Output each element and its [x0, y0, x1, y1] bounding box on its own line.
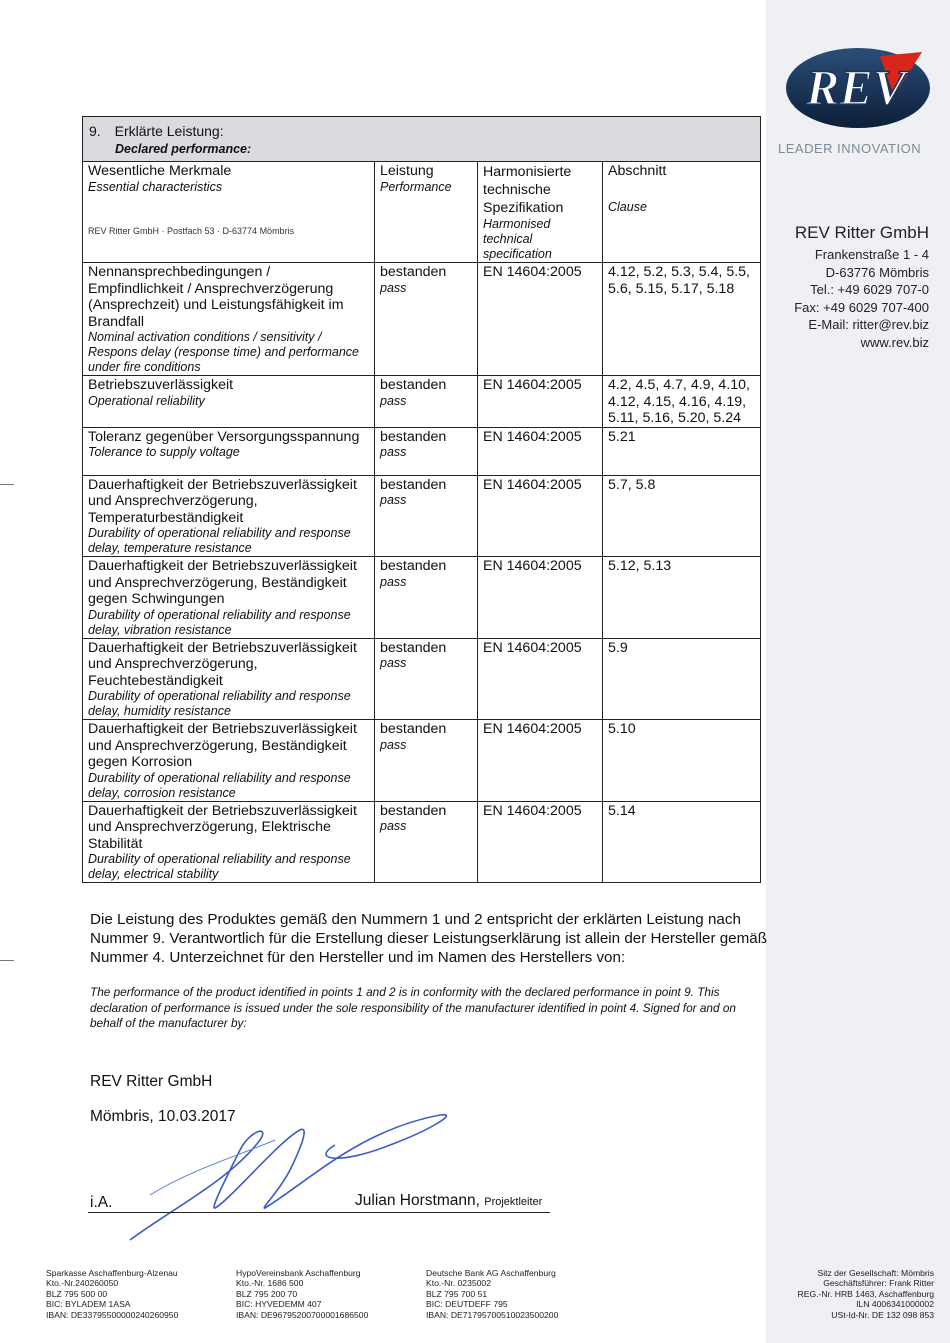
- characteristic-cell: [83, 638, 375, 720]
- spec-cell: [478, 427, 603, 475]
- characteristic-en: Operational reliability: [88, 393, 205, 408]
- footer-bank-2: [236, 1268, 368, 1320]
- characteristic-de: Dauerhaftigkeit der Betriebszuverlässigkeit und Ansprechverzögerung, Feuchtebeständigkeit: [88, 639, 357, 689]
- footer-line: Sparkasse Aschaffenburg-Alzenau: [46, 1268, 178, 1278]
- performance-value-en: pass: [380, 280, 407, 295]
- performance-value: bestanden: [380, 428, 447, 445]
- table-row: [83, 720, 761, 802]
- characteristic-de: Betriebszuverlässigkeit: [88, 377, 234, 393]
- footer-line: HypoVereinsbank Aschaffenburg: [236, 1268, 361, 1278]
- spec-value: EN 14604:2005: [483, 639, 582, 656]
- spec-cell: [478, 475, 603, 557]
- rev-logo: [782, 42, 932, 134]
- performance-value: bestanden: [380, 264, 447, 280]
- performance-cell: [375, 801, 478, 883]
- header-label-en: Clause: [608, 199, 647, 214]
- address-line: Frankenstraße 1 - 4: [814, 247, 929, 262]
- table-row: [83, 263, 761, 376]
- footer-line: Deutsche Bank AG Aschaffenburg: [426, 1268, 556, 1278]
- clause-value: 5.14: [608, 802, 636, 819]
- characteristic-de: Dauerhaftigkeit der Betriebszuverlässigkeit und Ansprechverzögerung, Beständigkeit gegen Schwingungen: [88, 558, 357, 607]
- characteristic-en: Durability of operational reliability and response delay, temperature resistance: [88, 526, 351, 555]
- spec-value: EN 14604:2005: [483, 802, 582, 819]
- characteristic-de: Toleranz gegenüber Versorgungsspannung: [88, 428, 360, 445]
- footer-line: USt-Id-Nr. DE 132 098 853: [831, 1309, 934, 1320]
- svg-text:REV: REV: [805, 59, 907, 115]
- characteristic-en: Durability of operational reliability and response delay, electrical stability: [88, 852, 351, 881]
- header-characteristics: [83, 162, 375, 263]
- footer-line: BLZ 795 700 51: [426, 1288, 488, 1299]
- clause-value: 5.21: [608, 428, 636, 445]
- table-row: [83, 557, 761, 639]
- characteristic-de: Dauerhaftigkeit der Betriebszuverlässigkeit und Ansprechverzögerung, Temperaturbeständigkeit: [88, 476, 357, 526]
- performance-value: bestanden: [380, 802, 447, 819]
- clause-cell: [603, 376, 761, 428]
- clause-value: 5.12, 5.13: [608, 558, 672, 574]
- header-label: Harmonisierte technische Spezifikation: [483, 164, 572, 216]
- footer-line: Kto.-Nr. 1686 500: [236, 1278, 304, 1289]
- clause-value: 5.10: [608, 721, 636, 737]
- characteristic-cell: [83, 427, 375, 475]
- footer-line: BLZ 795 200 70: [236, 1288, 298, 1299]
- footer-line: BLZ 795 500 00: [46, 1288, 108, 1299]
- footer-line: Sitz der Gesellschaft: Mömbris: [817, 1268, 934, 1278]
- header-performance: [375, 162, 478, 263]
- clause-value: 5.7, 5.8: [608, 476, 656, 493]
- section-number: 9.: [89, 123, 101, 139]
- clause-cell: [603, 263, 761, 376]
- performance-value-en: pass: [380, 493, 407, 507]
- table-header-row: [83, 162, 761, 263]
- footer-line: IBAN: DE96795200700001686500: [236, 1309, 369, 1320]
- section-subtitle: Declared performance:: [115, 141, 252, 156]
- footer-bank-1: [46, 1268, 178, 1320]
- header-label-en: Harmonised technical specification: [483, 217, 552, 261]
- characteristic-cell: [83, 557, 375, 639]
- performance-value-en: pass: [380, 819, 407, 833]
- postal-address: REV Ritter GmbH · Postfach 53 · D-63774 Mömbris: [88, 225, 295, 236]
- spec-value: EN 14604:2005: [483, 476, 582, 493]
- address-line: Fax: +49 6029 707-400: [794, 299, 929, 315]
- spec-value: EN 14604:2005: [483, 721, 582, 737]
- declared-performance-table: [82, 116, 761, 883]
- handwritten-signature: [110, 1100, 470, 1250]
- section-heading: [83, 117, 761, 162]
- address-line: www.rev.biz: [860, 334, 929, 350]
- fold-mark: [0, 484, 14, 485]
- clause-value: 4.12, 5.2, 5.3, 5.4, 5.5, 5.6, 5.15, 5.17, 5.18: [608, 264, 750, 297]
- table-row: [83, 801, 761, 883]
- footer-bank-3: [426, 1268, 558, 1320]
- spec-value: EN 14604:2005: [483, 264, 582, 280]
- performance-cell: [375, 475, 478, 557]
- footer-line: REG.-Nr. HRB 1463, Aschaffenburg: [797, 1288, 934, 1299]
- performance-value-en: pass: [380, 737, 407, 752]
- table-row: [83, 427, 761, 475]
- characteristic-en: Durability of operational reliability and response delay, vibration resistance: [88, 607, 351, 637]
- spec-cell: [478, 720, 603, 802]
- clause-cell: [603, 475, 761, 557]
- footer-line: BIC: DEUTDEFF 795: [426, 1299, 508, 1310]
- table-body: [83, 263, 761, 883]
- spec-cell: [478, 801, 603, 883]
- company-name: REV Ritter GmbH: [794, 223, 929, 242]
- performance-value: bestanden: [380, 476, 447, 493]
- signatory-company: REV Ritter GmbH: [90, 1073, 213, 1090]
- ia-label: i.A.: [90, 1194, 113, 1211]
- fold-mark: [0, 960, 14, 961]
- characteristic-cell: [83, 263, 375, 376]
- footer-line: Kto.-Nr. 0235002: [426, 1278, 491, 1289]
- performance-value: bestanden: [380, 639, 447, 656]
- characteristic-cell: [83, 801, 375, 883]
- footer-legal: [776, 1268, 934, 1320]
- characteristic-en: Nominal activation conditions / sensitivity / Respons delay (response time) and performance under fire conditions: [88, 330, 359, 374]
- footer-line: Kto.-Nr.240260050: [46, 1278, 119, 1289]
- footer-line: ILN 4006341000002: [856, 1299, 934, 1310]
- signer: [355, 1192, 542, 1210]
- section-heading-row: [83, 117, 761, 162]
- header-label: Abschnitt: [608, 163, 667, 179]
- spec-value: EN 14604:2005: [483, 558, 582, 574]
- clause-cell: [603, 638, 761, 720]
- clause-cell: [603, 720, 761, 802]
- performance-cell: [375, 427, 478, 475]
- table-row: [83, 638, 761, 720]
- address-line: Tel.: +49 6029 707-0: [810, 282, 929, 297]
- performance-value: bestanden: [380, 377, 447, 393]
- clause-cell: [603, 801, 761, 883]
- company-address: [776, 222, 929, 351]
- performance-value-en: pass: [380, 393, 407, 408]
- header-label-en: Essential characteristics: [88, 179, 223, 194]
- footer-line: IBAN: DE71795700510023500200: [426, 1309, 559, 1320]
- signer-role: Projektleiter: [484, 1196, 543, 1208]
- conformity-statement: Die Leistung des Produktes gemäß den Nummern 1 und 2 entspricht der erklärten Leistung nach Nummer 9. Verantwortlich für die Erstellung dieser Leistungserklärung ist allein der Hersteller gemäß Nummer 4. Unterzeichnet für den Hersteller und im Namen des Herstellers von:: [90, 911, 767, 966]
- tagline: LEADER INNOVATION: [778, 141, 922, 156]
- header-label-en: Performance: [380, 179, 452, 194]
- performance-cell: [375, 557, 478, 639]
- clause-value: 4.2, 4.5, 4.7, 4.9, 4.10, 4.12, 4.15, 4.16, 4.19, 5.11, 5.16, 5.20, 5.24: [608, 377, 750, 426]
- sidebar-panel: [766, 0, 950, 1343]
- performance-cell: [375, 638, 478, 720]
- spec-value: EN 14604:2005: [483, 377, 582, 393]
- performance-cell: [375, 376, 478, 428]
- characteristic-en: Tolerance to supply voltage: [88, 445, 240, 459]
- characteristic-cell: [83, 720, 375, 802]
- clause-cell: [603, 427, 761, 475]
- header-specification: [478, 162, 603, 263]
- footer-line: IBAN: DE33795500000240260950: [46, 1309, 179, 1320]
- header-label: Leistung: [380, 163, 434, 179]
- address-line: D-63776 Mömbris: [825, 264, 929, 280]
- header-clause: [603, 162, 761, 263]
- clause-cell: [603, 557, 761, 639]
- spec-cell: [478, 376, 603, 428]
- clause-value: 5.9: [608, 639, 628, 656]
- performance-cell: [375, 720, 478, 802]
- performance-value-en: pass: [380, 445, 407, 459]
- conformity-statement-en: The performance of the product identified in points 1 and 2 is in conformity with the declared performance in point 9. This declaration of performance is issued under the sole responsibility of the manufacturer identified in point 4. Signed for and on behalf of the manufacturer by:: [90, 985, 736, 1030]
- address-line: E-Mail: ritter@rev.biz: [808, 317, 929, 332]
- signature-line: [88, 1212, 550, 1213]
- footer-line: BIC: HYVEDEMM 407: [236, 1299, 322, 1310]
- characteristic-en: Durability of operational reliability and response delay, humidity resistance: [88, 689, 351, 718]
- table-row: [83, 376, 761, 428]
- spec-value: EN 14604:2005: [483, 428, 582, 445]
- footer-line: BIC: BYLADEM 1ASA: [46, 1299, 131, 1310]
- performance-cell: [375, 263, 478, 376]
- section-title: Erklärte Leistung:: [114, 123, 224, 139]
- performance-value-en: pass: [380, 656, 407, 670]
- characteristic-de: Nennansprechbedingungen / Empfindlichkeit / Ansprechverzögerung (Ansprechzeit) und Leistungsfähigkeit im Brandfall: [88, 264, 344, 330]
- performance-value: bestanden: [380, 721, 447, 737]
- characteristic-cell: [83, 376, 375, 428]
- performance-value-en: pass: [380, 574, 407, 589]
- characteristic-en: Durability of operational reliability and response delay, corrosion resistance: [88, 770, 351, 800]
- characteristic-cell: [83, 475, 375, 557]
- footer-line: Geschäftsführer: Frank Ritter: [823, 1278, 934, 1289]
- header-label: Wesentliche Merkmale: [88, 163, 232, 179]
- spec-cell: [478, 638, 603, 720]
- table-row: [83, 475, 761, 557]
- place-date: Mömbris, 10.03.2017: [90, 1108, 236, 1125]
- characteristic-de: Dauerhaftigkeit der Betriebszuverlässigkeit und Ansprechverzögerung, Elektrische Stabilität: [88, 802, 357, 852]
- characteristic-de: Dauerhaftigkeit der Betriebszuverlässigkeit und Ansprechverzögerung, Beständigkeit gegen Korrosion: [88, 721, 357, 770]
- spec-cell: [478, 263, 603, 376]
- performance-value: bestanden: [380, 558, 447, 574]
- signer-name: Julian Horstmann,: [355, 1192, 480, 1209]
- spec-cell: [478, 557, 603, 639]
